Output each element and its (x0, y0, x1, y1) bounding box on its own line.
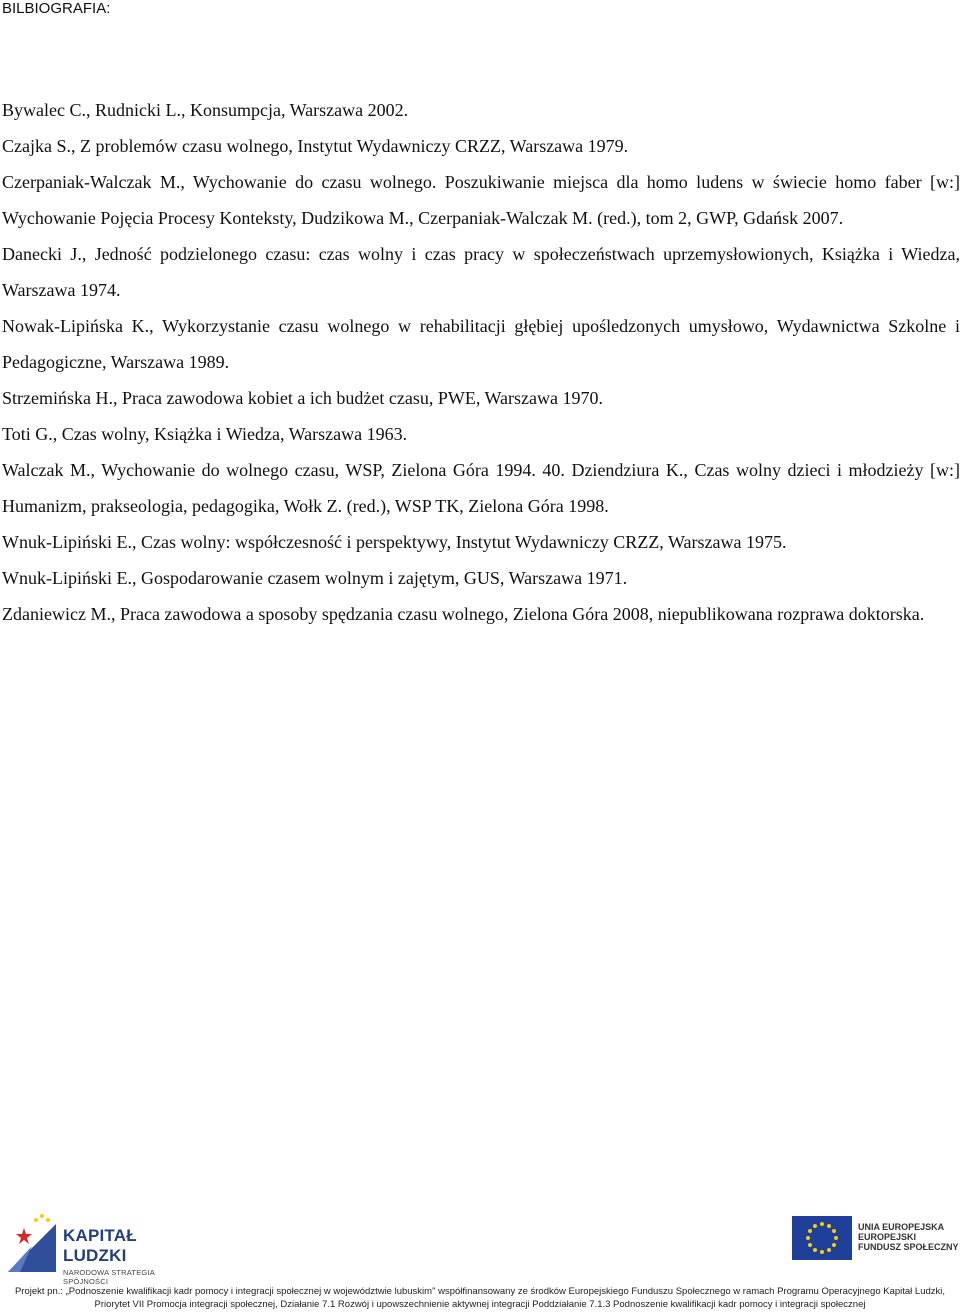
reference-item: Nowak-Lipińska K., Wykorzystanie czasu wolnego w rehabilitacji głębiej upośledzonych umysłowo, Wydawnictwa Szkolne i Pedagogiczne, Warszawa 1989. (2, 316, 960, 372)
reference-item: Wnuk-Lipiński E., Gospodarowanie czasem wolnym i zajętym, GUS, Warszawa 1971. (2, 568, 628, 588)
eu-text-line: EUROPEJSKI (858, 1232, 917, 1242)
reference-item: Czajka S., Z problemów czasu wolnego, Instytut Wydawniczy CRZZ, Warszawa 1979. (2, 136, 629, 156)
reference-item: Strzemińska H., Praca zawodowa kobiet a ich budżet czasu, PWE, Warszawa 1970. (2, 388, 604, 408)
eu-flag-icon (792, 1216, 852, 1260)
bibliography-heading: BILBIOGRAFIA: (2, 0, 111, 17)
eu-text-line: FUNDUSZ SPOŁECZNY (858, 1242, 959, 1252)
reference-item: Czerpaniak-Walczak M., Wychowanie do czasu wolnego. Poszukiwanie miejsca dla homo ludens w świecie homo faber [w:] Wychowanie Pojęcia Procesy Konteksty, Dudzikowa M., Czerpaniak-Walczak M. (red.), tom 2, GWP, Gdańsk 2007. (2, 172, 960, 228)
reference-item: Toti G., Czas wolny, Książka i Wiedza, Warszawa 1963. (2, 424, 408, 444)
eu-efs-logo (792, 1214, 960, 1262)
kapital-ludzki-logo (6, 1206, 196, 1286)
reference-item: Walczak M., Wychowanie do wolnego czasu, WSP, Zielona Góra 1994. 40. Dziendziura K., Czas wolny dzieci i młodzieży [w:] Humanizm, prakseologia, pedagogika, Wołk Z. (red.), WSP TK, Zielona Góra 1998. (2, 460, 960, 516)
kapital-ludzki-emblem-icon (6, 1206, 58, 1274)
footer-line: Priorytet VII Promocja integracji społecznej, Działanie 7.1 Rozwój i upowszechnienie aktywnej integracji Poddziałanie 7.1.3 Podnoszenie kwalifikacji kadr pomocy i integracji społecznej (94, 1299, 866, 1310)
reference-item: Bywalec C., Rudnicki L., Konsumpcja, Warszawa 2002. (2, 100, 409, 120)
reference-list (2, 92, 960, 632)
eu-text-line: UNIA EUROPEJSKA (858, 1222, 945, 1232)
kapital-ludzki-subtitle: NARODOWA STRATEGIA SPÓJNOŚCI (63, 1268, 155, 1286)
footer-line: Projekt pn.: „Podnoszenie kwalifikacji kadr pomocy i integracji społecznej w województwie lubuskim" współfinansowany ze środków Europejskiego Funduszu Społecznego w ramach Programu Operacyjnego Kapitał Ludzki, (14, 1286, 946, 1297)
kapital-ludzki-title: KAPITAŁ LUDZKI (63, 1226, 137, 1265)
reference-item: Zdaniewicz M., Praca zawodowa a sposoby spędzania czasu wolnego, Zielona Góra 2008, niepublikowana rozprawa doktorska. (2, 604, 925, 624)
reference-item: Wnuk-Lipiński E., Czas wolny: współczesność i perspektywy, Instytut Wydawniczy CRZZ, Warszawa 1975. (2, 532, 787, 552)
project-footer (0, 1285, 960, 1311)
reference-item: Danecki J., Jedność podzielonego czasu: czas wolny i czas pracy w społeczeństwach uprzemysłowionych, Książka i Wiedza, Warszawa 1974. (2, 244, 960, 300)
